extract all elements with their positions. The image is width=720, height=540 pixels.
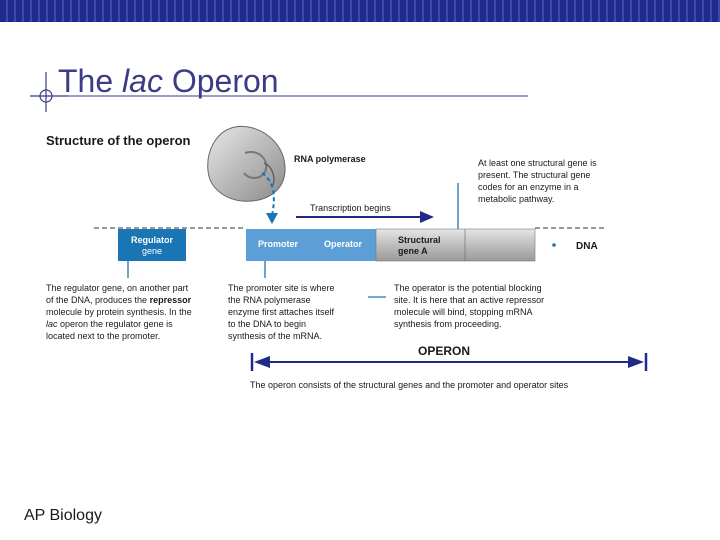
structural-note-line: present. The structural gene bbox=[478, 170, 591, 180]
structural-note-line: codes for an enzyme in a bbox=[478, 182, 579, 192]
operator-label: Operator bbox=[324, 239, 363, 249]
operator-note-line: The operator is the potential blocking bbox=[394, 283, 542, 293]
rna-polymerase-icon bbox=[208, 126, 285, 201]
polymerase-binding-arrowhead bbox=[266, 213, 278, 224]
structural-note-line: metabolic pathway. bbox=[478, 194, 555, 204]
dna-bullet bbox=[552, 243, 556, 247]
promoter-note bbox=[228, 283, 335, 341]
title-italic: lac bbox=[122, 63, 163, 99]
structural-label-sub: gene A bbox=[398, 246, 428, 256]
operon-label: OPERON bbox=[417, 344, 471, 358]
regulator-note-line: located next to the promoter. bbox=[46, 331, 161, 341]
regulator-label-sub: gene bbox=[141, 246, 163, 256]
title-rest: Operon bbox=[162, 63, 279, 99]
operon-caption: The operon consists of the structural genes and the promoter and operator sites bbox=[250, 380, 569, 390]
promoter-note-line: to the DNA to begin bbox=[228, 319, 307, 329]
regulator-note-line: lac operon the regulator gene is bbox=[46, 319, 173, 329]
title-plain: The bbox=[58, 63, 123, 99]
dna-label: DNA bbox=[576, 241, 598, 252]
structural-note-line: At least one structural gene is bbox=[478, 158, 597, 168]
promoter-note-line: synthesis of the mRNA. bbox=[228, 331, 323, 341]
regulator-note-line: The regulator gene, on another part bbox=[46, 283, 189, 293]
regulator-note bbox=[46, 283, 192, 341]
transcription-label: Transcription begins bbox=[310, 203, 391, 213]
operator-note-line: molecule will bind, stopping mRNA bbox=[394, 307, 533, 317]
operon-diagram bbox=[40, 125, 680, 395]
slide-title bbox=[58, 62, 279, 100]
promoter-note-line: The promoter site is where bbox=[228, 283, 335, 293]
transcription-arrowhead bbox=[420, 211, 434, 223]
rna-polymerase-label: RNA polymerase bbox=[294, 154, 366, 164]
promoter-note-line: the RNA polymerase bbox=[228, 295, 311, 305]
operator-note bbox=[394, 283, 544, 329]
top-banner-bar bbox=[0, 0, 720, 22]
regulator-gene-box bbox=[118, 229, 186, 261]
regulator-note-line: of the DNA, produces the repressor bbox=[46, 295, 192, 305]
regulator-note-line: molecule by protein synthesis. In the bbox=[46, 307, 192, 317]
regulator-label: Regulator bbox=[130, 235, 174, 245]
operator-note-line: synthesis from proceeding. bbox=[394, 319, 502, 329]
structural-gene-box bbox=[376, 229, 535, 261]
promoter-note-line: enzyme first attaches itself bbox=[228, 307, 335, 317]
diagram-heading: Structure of the operon bbox=[46, 133, 191, 148]
operator-note-line: site. It is here that an active repressor bbox=[394, 295, 545, 305]
structural-gene-note bbox=[478, 158, 597, 204]
structural-label: Structural bbox=[398, 235, 441, 245]
footer-course-label: AP Biology bbox=[24, 507, 102, 524]
promoter-label: Promoter bbox=[258, 239, 299, 249]
